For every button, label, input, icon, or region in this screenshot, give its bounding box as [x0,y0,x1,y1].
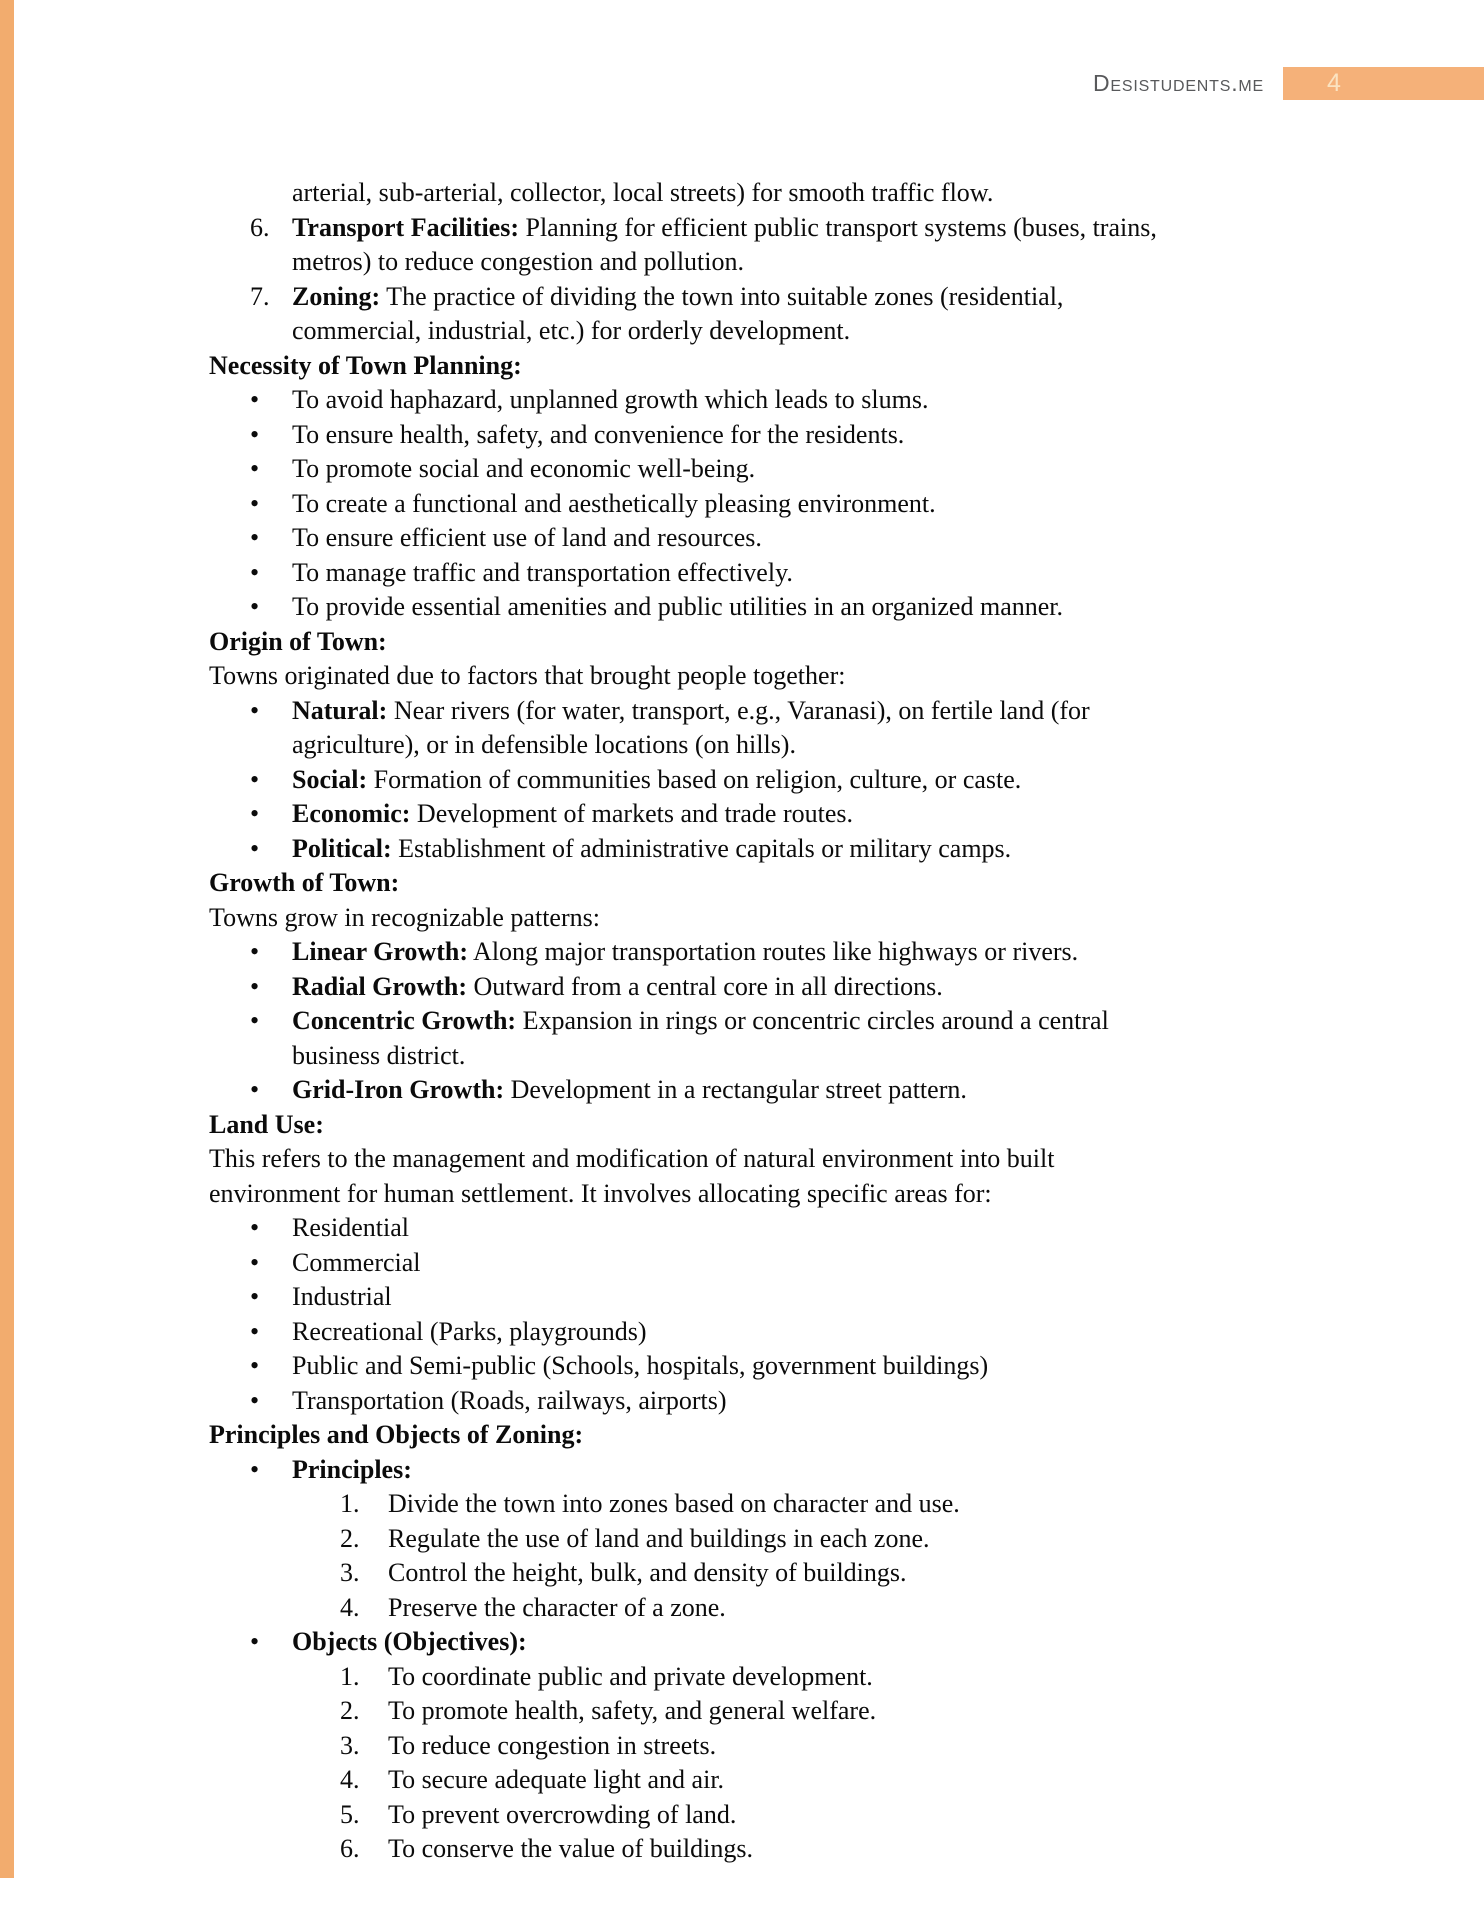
text-line [0,1832,1484,1867]
site-name: Desistudents.me [1092,70,1264,96]
text-run: agriculture), or in defensible locations (on hills). [292,730,796,759]
text-run: To ensure efficient use of land and resources. [292,523,762,552]
text-line [0,935,1484,970]
list-marker: • [250,385,260,414]
bold-run: Natural: [292,695,388,725]
list-marker: • [250,1006,260,1035]
list-marker: • [250,1282,260,1311]
list-marker: 4. [340,1765,360,1794]
list-marker: 6. [340,1834,360,1863]
text-line [0,1556,1484,1591]
list-marker: • [250,1247,260,1277]
text-run: Along major transportation routes like highways or rivers. [467,937,1079,966]
text-run: Recreational (Parks, playgrounds) [292,1316,647,1346]
text-run: Formation of communities based on religion, culture, or caste. [367,764,1022,794]
bold-run: Zoning: [292,281,381,311]
text-line [0,763,1484,798]
bold-run: Radial Growth: [292,971,468,1001]
list-marker: 4. [340,1592,360,1622]
bold-run: Grid-Iron Growth: [292,1075,505,1104]
text-run: metros) to reduce congestion and pollution. [292,247,745,276]
text-line [0,1384,1484,1419]
list-marker: 7. [250,281,270,311]
bold-run: Economic: [292,799,411,828]
text-line [0,1694,1484,1729]
text-run: Divide the town into zones based on character and use. [388,1489,960,1518]
text-line [0,1108,1484,1143]
text-line [0,1418,1484,1453]
list-marker: • [250,523,260,552]
text-run: To avoid haphazard, unplanned growth which leads to slums. [292,385,929,414]
list-marker: 3. [340,1730,360,1760]
text-run: Regulate the use of land and buildings in each zone. [388,1523,930,1553]
text-line [0,383,1484,418]
text-run: Industrial [292,1282,392,1311]
text-run: The practice of dividing the town into suitable zones (residential, [380,281,1064,311]
text-line [0,211,1484,246]
text-line [0,1763,1484,1798]
text-line [0,625,1484,660]
bold-run: Political: [292,833,392,863]
list-marker: 1. [340,1489,360,1518]
list-marker: • [250,1351,260,1380]
text-line [0,245,1484,280]
text-line [0,970,1484,1005]
list-marker: • [250,1075,260,1104]
list-marker: 5. [340,1799,360,1829]
list-marker: • [250,1627,260,1656]
text-run: Towns grow in recognizable patterns: [209,902,600,932]
text-run: Preserve the character of a zone. [388,1592,726,1622]
text-line [0,1142,1484,1177]
text-line [0,1349,1484,1384]
text-run: To promote health, safety, and general welfare. [388,1696,877,1725]
text-run: To conserve the value of buildings. [388,1834,753,1863]
text-run: Expansion in rings or concentric circles around a central [516,1006,1109,1035]
text-line [0,1211,1484,1246]
text-line [0,1625,1484,1660]
list-marker: 3. [340,1558,360,1587]
list-marker: 1. [340,1661,360,1691]
list-marker: • [250,454,260,483]
text-run: arterial, sub-arterial, collector, local streets) for smooth traffic flow. [292,178,994,207]
text-run: Residential [292,1213,409,1242]
text-run: To ensure health, safety, and convenience for the residents. [292,419,905,449]
list-marker: • [250,1385,260,1415]
text-line [0,556,1484,591]
text-run: Planning for efficient public transport systems (buses, trains, [518,212,1157,242]
text-line [0,901,1484,936]
page-number: 4 [1327,69,1341,97]
text-run: To promote social and economic well-being. [292,454,756,483]
text-line [0,1453,1484,1488]
bold-run: Principles: [292,1454,412,1484]
bold-run: Origin of Town: [209,626,387,656]
text-run: Transportation (Roads, railways, airports) [292,1385,727,1415]
text-run: commercial, industrial, etc.) for orderly development. [292,316,851,345]
bold-run: Objects (Objectives): [292,1627,527,1656]
bold-run: Concentric Growth: [292,1006,517,1035]
text-run: environment for human settlement. It involves allocating specific areas for: [209,1178,992,1208]
list-marker: • [250,1213,260,1242]
bold-run: Growth of Town: [209,868,400,897]
list-marker: • [250,799,260,828]
text-run: Control the height, bulk, and density of buildings. [388,1558,907,1587]
text-line [0,1660,1484,1695]
list-marker: • [250,1454,260,1484]
bold-run: Necessity of Town Planning: [209,350,522,380]
list-marker: • [250,971,260,1001]
text-run: Establishment of administrative capitals or military camps. [391,833,1012,863]
text-line [0,1280,1484,1315]
text-line [0,832,1484,867]
text-run: To provide essential amenities and public utilities in an organized manner. [292,592,1063,621]
text-line [0,349,1484,384]
text-run: To prevent overcrowding of land. [388,1799,737,1829]
text-line [0,866,1484,901]
text-line [0,1177,1484,1212]
list-marker: • [250,695,260,725]
list-marker: • [250,557,260,587]
text-line [0,659,1484,694]
text-line [0,176,1484,211]
text-line [0,694,1484,729]
list-marker: 2. [340,1523,360,1553]
list-marker: • [250,592,260,621]
text-line [0,1487,1484,1522]
list-marker: • [250,419,260,449]
list-marker: • [250,833,260,863]
text-run: Development in a rectangular street pattern. [504,1075,967,1104]
text-run: This refers to the management and modification of natural environment into built [209,1144,1055,1173]
text-run: Development of markets and trade routes. [410,799,853,828]
text-line [0,1729,1484,1764]
text-run: Towns originated due to factors that brought people together: [209,661,846,690]
text-run: Near rivers (for water, transport, e.g., Varanasi), on fertile land (for [387,695,1090,725]
text-line [0,728,1484,763]
text-line [0,521,1484,556]
text-line [0,1004,1484,1039]
text-line [0,590,1484,625]
bold-run: Linear Growth: [292,937,468,966]
list-marker: 6. [250,212,270,242]
bold-run: Land Use: [209,1109,324,1139]
list-marker: • [250,1316,260,1346]
list-marker: • [250,764,260,794]
text-line [0,1315,1484,1350]
text-line [0,1798,1484,1833]
text-run: To manage traffic and transportation effectively. [292,557,793,587]
text-line [0,797,1484,832]
bold-run: Transport Facilities: [292,212,519,242]
list-marker: 2. [340,1696,360,1725]
text-line [0,280,1484,315]
text-run: To secure adequate light and air. [388,1765,725,1794]
text-line [0,1073,1484,1108]
text-line [0,314,1484,349]
text-run: business district. [292,1040,466,1070]
bold-run: Principles and Objects of Zoning: [209,1420,584,1449]
text-line [0,1246,1484,1281]
text-line [0,452,1484,487]
text-line [0,1522,1484,1557]
list-marker: • [250,488,260,518]
text-run: To reduce congestion in streets. [388,1730,717,1760]
list-marker: • [250,937,260,966]
text-run: Commercial [292,1247,421,1277]
text-line [0,487,1484,522]
text-line [0,1039,1484,1074]
text-run: To create a functional and aesthetically pleasing environment. [292,488,936,518]
text-line [0,418,1484,453]
text-run: Public and Semi-public (Schools, hospitals, government buildings) [292,1351,989,1380]
text-run: Outward from a central core in all directions. [467,971,943,1001]
bold-run: Social: [292,764,368,794]
text-run: To coordinate public and private development. [388,1661,873,1691]
text-line [0,1591,1484,1626]
